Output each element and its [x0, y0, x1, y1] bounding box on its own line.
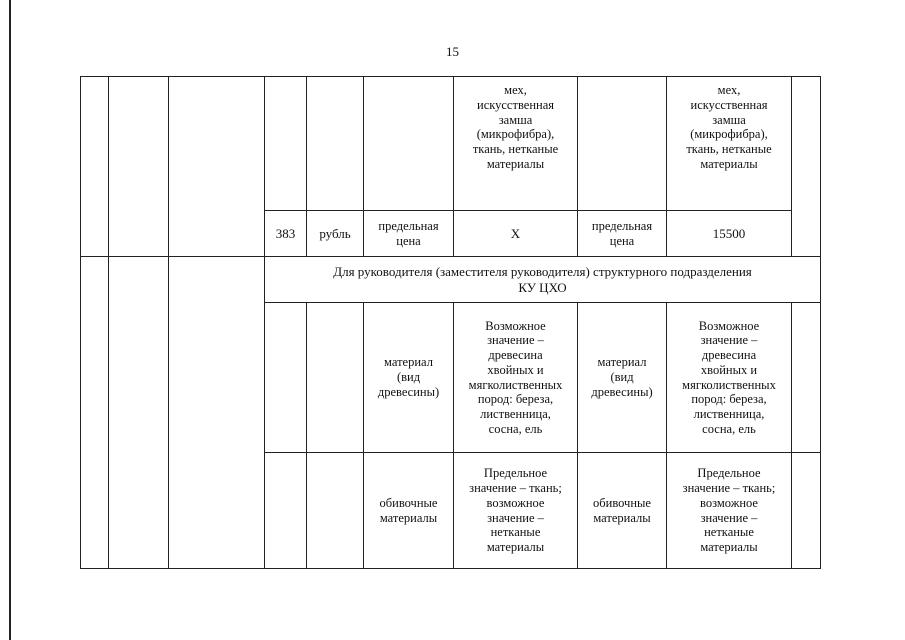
cell-empty [109, 257, 169, 569]
cell-value-price-1: Х [454, 211, 578, 257]
cell-empty [792, 77, 821, 257]
cell-value-price-2: 15500 [667, 211, 792, 257]
cell-characteristic-upholstery-2: обивочные материалы [578, 453, 667, 569]
cell-value-material-2: мех, искусственная замша (микрофибра), ткань, нетканые материалы [667, 77, 792, 211]
cell-value-wood-2: Возможное значение – древесина хвойных и мягколиственных пород: береза, лиственница, сосна, ель [667, 303, 792, 453]
cell-empty [265, 303, 307, 453]
cell-value-upholstery-1: Предельное значение – ткань; возможное значение – нетканые материалы [454, 453, 578, 569]
cell-empty [307, 77, 364, 211]
cell-characteristic-wood-2: материал (вид древесины) [578, 303, 667, 453]
cell-unit: рубль [307, 211, 364, 257]
cell-characteristic-upholstery-1: обивочные материалы [364, 453, 454, 569]
cell-value-upholstery-2: Предельное значение – ткань; возможное значение – нетканые материалы [667, 453, 792, 569]
cell-empty [169, 77, 265, 257]
cell-empty [169, 257, 265, 569]
cell-value-wood-1: Возможное значение – древесина хвойных и мягколиственных пород: береза, лиственница, сосна, ель [454, 303, 578, 453]
left-margin-line [9, 0, 11, 640]
cell-characteristic-price-2: предельная цена [578, 211, 667, 257]
cell-empty [307, 453, 364, 569]
section-heading: Для руководителя (заместителя руководителя) структурного подразделения КУ ЦХО [265, 257, 821, 303]
cell-empty [578, 77, 667, 211]
table-row-section-heading [81, 257, 821, 303]
page-number: 15 [446, 44, 459, 59]
cell-empty [81, 257, 109, 569]
cell-empty [307, 303, 364, 453]
table-row-material [81, 77, 821, 211]
cell-empty [364, 77, 454, 211]
cell-code: 383 [265, 211, 307, 257]
cell-empty [792, 453, 821, 569]
cell-empty [792, 303, 821, 453]
specification-table [80, 76, 821, 569]
cell-empty [81, 77, 109, 257]
cell-empty [109, 77, 169, 257]
cell-empty [265, 77, 307, 211]
cell-characteristic-price-1: предельная цена [364, 211, 454, 257]
cell-value-material-1: мех, искусственная замша (микрофибра), ткань, нетканые материалы [454, 77, 578, 211]
cell-empty [265, 453, 307, 569]
cell-characteristic-wood-1: материал (вид древесины) [364, 303, 454, 453]
